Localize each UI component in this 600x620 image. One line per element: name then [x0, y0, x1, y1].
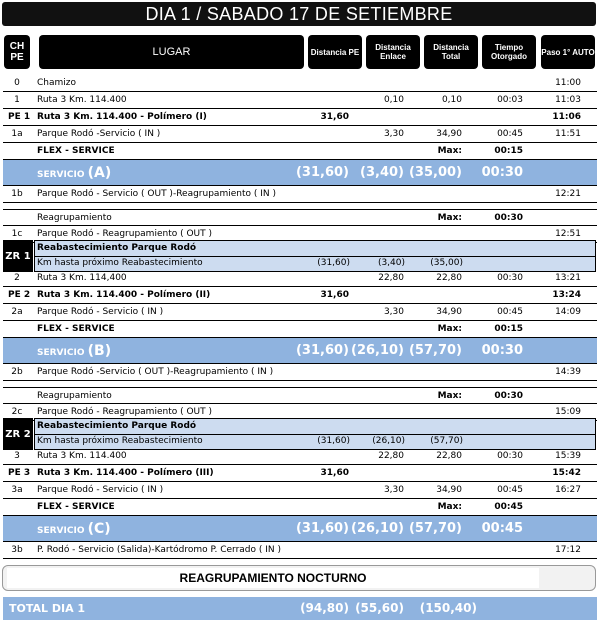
max-label: Max:: [437, 391, 462, 401]
zr-dist-pe: (31,60): [317, 258, 350, 268]
row-code: 2b: [11, 367, 23, 377]
row-time: 13:24: [552, 290, 581, 300]
servicio-dist-total: (35,00): [408, 165, 462, 180]
row-lugar: FLEX - SERVICE: [37, 146, 115, 156]
servicio-dist-enlace: (26,10): [351, 343, 405, 358]
row-time: 12:21: [555, 189, 581, 199]
servicio-label: SERVICIO (C): [37, 521, 111, 537]
row-lugar: Parque Rodó - Reagrupamiento ( OUT ): [37, 229, 213, 239]
row-tiempo: 00:30: [494, 213, 523, 223]
flex-service-row: [3, 321, 597, 338]
row-code: 1c: [11, 229, 23, 239]
row-dist-total: 34,90: [436, 129, 462, 139]
table-row: [3, 126, 597, 143]
row-time: 16:27: [555, 485, 581, 495]
row-lugar: Reagrupamiento: [37, 391, 112, 401]
reagrupamiento-row: [3, 209, 597, 226]
row-code: 0: [14, 78, 20, 88]
zr-subtitle: Km hasta próximo Reabastecimiento: [37, 258, 203, 268]
row-time: 15:42: [552, 468, 581, 478]
reagrupamiento-nocturno: [2, 565, 596, 591]
row-code: 2: [14, 273, 20, 283]
row-code: 2c: [11, 407, 23, 417]
total-dist-total: (150,40): [419, 601, 477, 615]
row-code: PE 2: [8, 290, 31, 300]
reagrupamiento-row: [3, 387, 597, 404]
row-dist-enlace: 0,10: [383, 95, 404, 105]
row-time: 14:39: [555, 367, 581, 377]
zr-subtitle: Km hasta próximo Reabastecimiento: [37, 436, 203, 446]
total-dist-pe: (94,80): [300, 601, 349, 615]
table-row: [3, 270, 597, 287]
header-chpe: CH PE: [4, 35, 30, 69]
servicio-band: [3, 516, 597, 542]
row-lugar: Parque Rodó - Servicio ( IN ): [37, 485, 164, 495]
row-lugar: FLEX - SERVICE: [37, 502, 115, 512]
table-row: [3, 186, 597, 203]
row-tiempo: 00:30: [497, 273, 523, 283]
row-dist-total: 34,90: [436, 307, 462, 317]
servicio-tiempo: 00:30: [481, 343, 523, 358]
table-row: [3, 92, 597, 109]
row-tiempo: 00:45: [497, 307, 523, 317]
row-dist-total: 22,80: [436, 451, 462, 461]
row-lugar: Ruta 3 Km. 114.400 - Polímero (I): [37, 112, 207, 122]
row-tiempo: 00:15: [494, 324, 523, 334]
row-lugar: FLEX - SERVICE: [37, 324, 115, 334]
row-lugar: Ruta 3 Km. 114.400: [37, 451, 127, 461]
row-dist-pe: 31,60: [320, 112, 349, 122]
row-tiempo: 00:45: [497, 485, 523, 495]
row-code: PE 1: [8, 112, 31, 122]
row-lugar: Parque Rodó - Servicio ( IN ): [37, 307, 164, 317]
row-dist-enlace: 22,80: [378, 451, 404, 461]
zr-tag: ZR 1: [3, 240, 33, 272]
row-dist-enlace: 3,30: [383, 485, 404, 495]
row-lugar: Parque Rodó - Servicio ( OUT )-Reagrupamiento ( IN ): [37, 189, 276, 199]
row-time: 14:09: [555, 307, 581, 317]
row-code: 1a: [11, 129, 23, 139]
total-row: [3, 597, 597, 620]
servicio-label: SERVICIO (A): [37, 165, 112, 181]
row-time: 12:51: [555, 229, 581, 239]
zr-dist-pe: (31,60): [317, 436, 350, 446]
zr-dist-total: (57,70): [430, 436, 463, 446]
servicio-dist-pe: (31,60): [295, 165, 349, 180]
row-dist-enlace: 3,30: [383, 307, 404, 317]
header-dist-total: Distancia Total: [424, 35, 478, 69]
zr-box: [34, 240, 596, 272]
row-lugar: P. Rodó - Servicio (Salida)-Kartódromo P. Cerrado ( IN ): [37, 545, 281, 555]
zr-dist-total: (35,00): [430, 258, 463, 268]
row-lugar: Ruta 3 Km. 114.400 - Polímero (III): [37, 468, 214, 478]
pe-row: [3, 465, 597, 482]
pe-row: [3, 287, 597, 304]
row-lugar: Parque Rodó -Servicio ( OUT )-Reagrupamiento ( IN ): [37, 367, 274, 377]
row-tiempo: 00:30: [494, 391, 523, 401]
row-lugar: Ruta 3 Km. 114.400: [37, 95, 127, 105]
nocturno-label: REAGRUPAMIENTO NOCTURNO: [7, 568, 539, 588]
row-lugar: Parque Rodó -Servicio ( IN ): [37, 129, 161, 139]
row-code: 2a: [11, 307, 23, 317]
max-label: Max:: [437, 146, 462, 156]
zr-dist-enlace: (3,40): [377, 258, 405, 268]
servicio-dist-total: (57,70): [408, 521, 462, 536]
max-label: Max:: [437, 502, 462, 512]
zr-title: Reabastecimiento Parque Rodó: [37, 243, 197, 253]
flex-service-row: [3, 143, 597, 160]
row-tiempo: 00:30: [497, 451, 523, 461]
row-time: 11:03: [555, 95, 581, 105]
row-code: PE 3: [8, 468, 31, 478]
header-paso: Paso 1° AUTO: [541, 35, 595, 69]
max-label: Max:: [437, 324, 462, 334]
max-label: Max:: [437, 213, 462, 223]
row-time: 11:51: [555, 129, 581, 139]
servicio-tiempo: 00:30: [481, 165, 523, 180]
row-tiempo: 00:45: [497, 129, 523, 139]
header-dist-enlace: Distancia Enlace: [366, 35, 420, 69]
total-dist-enlace: (55,60): [355, 601, 404, 615]
header-dist-pe: Distancia PE: [308, 35, 362, 69]
header-tiempo: Tiempo Otorgado: [482, 35, 536, 69]
zr-tag: ZR 2: [3, 418, 33, 450]
row-lugar: Reagrupamiento: [37, 213, 112, 223]
servicio-dist-pe: (31,60): [295, 343, 349, 358]
zr-title: Reabastecimiento Parque Rodó: [37, 421, 197, 431]
row-lugar: Ruta 3 Km. 114,400: [37, 273, 127, 283]
flex-service-row: [3, 499, 597, 516]
row-dist-pe: 31,60: [320, 290, 349, 300]
row-dist-total: 22,80: [436, 273, 462, 283]
table-row: [3, 448, 597, 465]
row-time: 17:12: [555, 545, 581, 555]
row-tiempo: 00:03: [497, 95, 523, 105]
row-tiempo: 00:45: [494, 502, 523, 512]
row-code: 3a: [11, 485, 23, 495]
servicio-dist-enlace: (26,10): [351, 521, 405, 536]
row-time: 11:06: [552, 112, 581, 122]
servicio-dist-enlace: (3,40): [360, 165, 404, 180]
table-row: [3, 364, 597, 381]
row-time: 13:21: [555, 273, 581, 283]
row-code: 1b: [11, 189, 23, 199]
row-time: 15:39: [555, 451, 581, 461]
table-row: [3, 304, 597, 321]
row-dist-enlace: 3,30: [383, 129, 404, 139]
row-time: 15:09: [555, 407, 581, 417]
row-tiempo: 00:15: [494, 146, 523, 156]
row-code: 1: [14, 95, 20, 105]
row-dist-pe: 31,60: [320, 468, 349, 478]
page-title: DIA 1 / SABADO 17 DE SETIEMBRE: [2, 2, 596, 26]
row-code: 3: [14, 451, 20, 461]
servicio-band: [3, 338, 597, 364]
row-lugar: Parque Rodó - Reagrupamiento ( OUT ): [37, 407, 213, 417]
zr-box: [34, 418, 596, 450]
pe-row: [3, 109, 597, 126]
header-lugar: LUGAR: [39, 35, 304, 69]
zr-dist-enlace: (26,10): [372, 436, 405, 446]
servicio-band: [3, 160, 597, 186]
servicio-dist-total: (57,70): [408, 343, 462, 358]
row-dist-enlace: 22,80: [378, 273, 404, 283]
row-time: 11:00: [555, 78, 581, 88]
servicio-label: SERVICIO (B): [37, 343, 112, 359]
row-lugar: Ruta 3 Km. 114.400 - Polímero (II): [37, 290, 211, 300]
table-row: [3, 542, 597, 559]
servicio-dist-pe: (31,60): [295, 521, 349, 536]
row-dist-total: 34,90: [436, 485, 462, 495]
row-lugar: Chamizo: [37, 78, 77, 88]
servicio-tiempo: 00:45: [481, 521, 523, 536]
row-dist-total: 0,10: [441, 95, 462, 105]
table-row: [3, 482, 597, 499]
row-code: 3b: [11, 545, 23, 555]
total-label: TOTAL DIA 1: [9, 602, 86, 615]
table-row: [3, 75, 597, 92]
